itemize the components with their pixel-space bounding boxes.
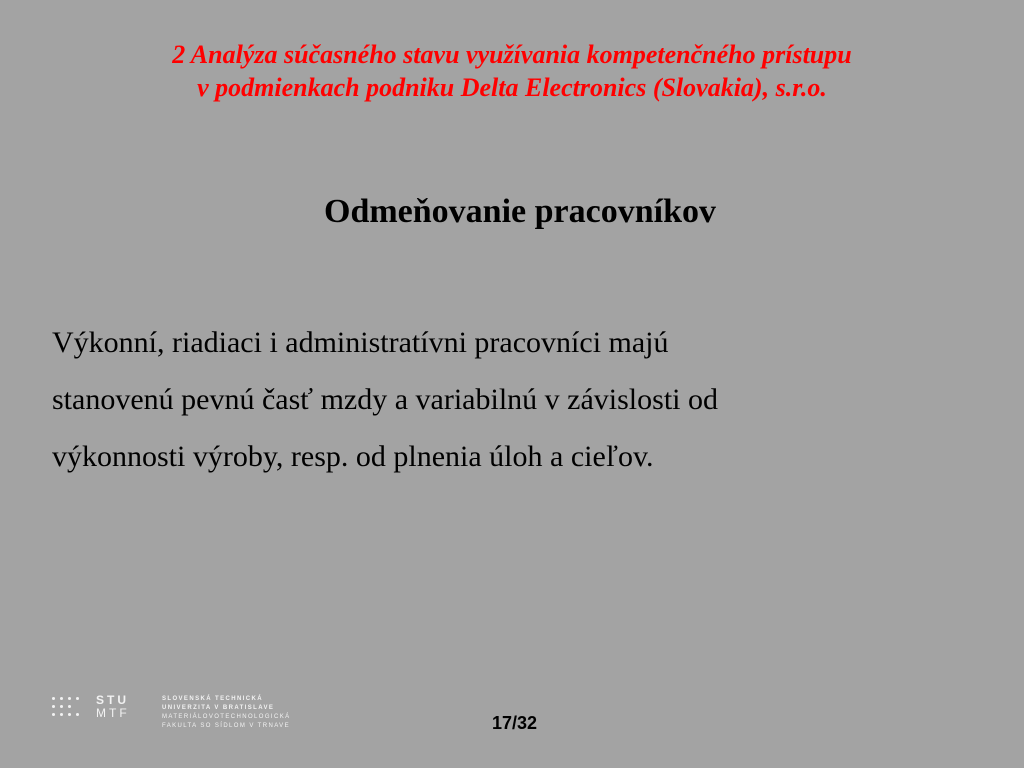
stu-mtf-logo — [52, 694, 312, 738]
logo-uni-line-1: SLOVENSKÁ TECHNICKÁ — [162, 696, 263, 702]
header-title-line-2: v podmienkach podniku Delta Electronics (Slovakia), s.r.o. — [197, 73, 827, 102]
logo-abbreviation — [96, 694, 130, 720]
body-line-2: stanovenú pevnú časť mzdy a variabilnú v závislosti od — [52, 383, 718, 416]
section-title: Odmeňovanie pracovníkov — [324, 193, 716, 230]
logo-university-name — [162, 695, 291, 731]
page-number: 17/32 — [492, 713, 538, 733]
body-line-3: výkonnosti výroby, resp. od plnenia úloh a cieľov. — [52, 440, 654, 473]
header-title-line-1: 2 Analýza súčasného stavu využívania kompetenčného prístupu — [172, 40, 852, 69]
logo-abbr-stu: STU — [96, 693, 129, 707]
slide-header-title — [20, 38, 1004, 104]
logo-uni-line-4: FAKULTA SO SÍDLOM V TRNAVE — [162, 723, 290, 729]
logo-uni-line-2: UNIVERZITA V BRATISLAVE — [162, 705, 275, 711]
logo-abbr-mtf: MTF — [96, 706, 130, 720]
body-line-1: Výkonní, riadiaci i administratívni pracovníci majú — [52, 326, 669, 359]
logo-uni-line-3: MATERIÁLOVOTECHNOLOGICKÁ — [162, 714, 291, 720]
stu-dots-logo-icon — [52, 696, 84, 724]
body-paragraph — [52, 314, 992, 485]
